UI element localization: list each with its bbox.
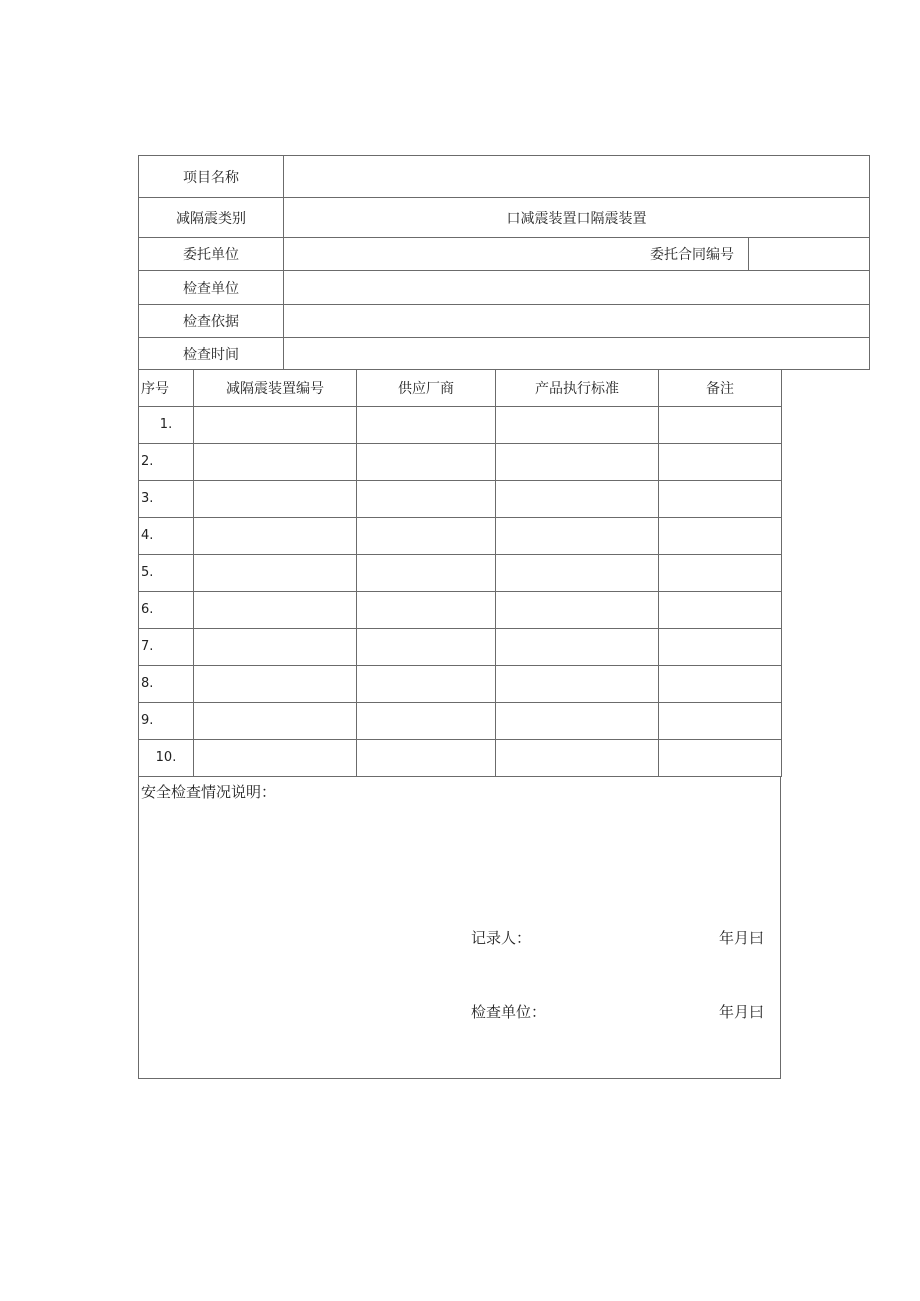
device-id-cell[interactable] xyxy=(194,702,357,739)
supplier-cell[interactable] xyxy=(357,480,496,517)
device-id-cell[interactable] xyxy=(194,739,357,776)
standard-cell[interactable] xyxy=(496,591,659,628)
inspect-unit-value[interactable] xyxy=(284,271,870,305)
remarks-cell[interactable] xyxy=(659,591,782,628)
category-value[interactable]: 口减震装置口隔震装置 xyxy=(284,198,870,238)
category-label: 减隔震类别 xyxy=(139,198,284,238)
device-id-cell[interactable] xyxy=(194,591,357,628)
supplier-cell[interactable] xyxy=(357,443,496,480)
standard-cell[interactable] xyxy=(496,406,659,443)
table-row xyxy=(139,480,782,517)
supplier-cell[interactable] xyxy=(357,628,496,665)
supplier-cell[interactable] xyxy=(357,406,496,443)
basis-label: 检查依据 xyxy=(139,305,284,338)
remarks-cell[interactable] xyxy=(659,665,782,702)
table-row xyxy=(139,443,782,480)
notes-title: 安全检查情况说明： xyxy=(141,782,277,801)
device-table xyxy=(138,370,782,777)
row-number: 6. xyxy=(139,591,194,628)
standard-cell[interactable] xyxy=(496,443,659,480)
row-number: 9. xyxy=(139,702,194,739)
row-number: 8. xyxy=(139,665,194,702)
project-name-value[interactable] xyxy=(284,156,870,198)
recorder-label: 记录人： xyxy=(471,928,532,947)
standard-cell[interactable] xyxy=(496,739,659,776)
supplier-cell[interactable] xyxy=(357,665,496,702)
device-id-cell[interactable] xyxy=(194,406,357,443)
device-id-cell[interactable] xyxy=(194,480,357,517)
column-header-remarks: 备注 xyxy=(659,370,782,406)
row-number: 4. xyxy=(139,517,194,554)
device-id-cell[interactable] xyxy=(194,554,357,591)
remarks-cell[interactable] xyxy=(659,628,782,665)
remarks-cell[interactable] xyxy=(659,480,782,517)
device-id-cell[interactable] xyxy=(194,665,357,702)
device-id-cell[interactable] xyxy=(194,628,357,665)
standard-cell[interactable] xyxy=(496,554,659,591)
standard-cell[interactable] xyxy=(496,480,659,517)
row-number: 10. xyxy=(139,739,194,776)
column-header-standard: 产品执行标准 xyxy=(496,370,659,406)
inspect-unit-label: 检查单位 xyxy=(139,271,284,305)
standard-cell[interactable] xyxy=(496,517,659,554)
inspection-form xyxy=(138,155,781,1079)
table-row xyxy=(139,628,782,665)
inspect-unit-sign-label: 检查单位： xyxy=(471,1002,547,1021)
column-header-no: 序号 xyxy=(139,370,194,406)
standard-cell[interactable] xyxy=(496,702,659,739)
remarks-cell[interactable] xyxy=(659,406,782,443)
contract-label: 委托合同编号 xyxy=(284,238,749,271)
supplier-cell[interactable] xyxy=(357,591,496,628)
device-id-cell[interactable] xyxy=(194,517,357,554)
column-header-supplier: 供应厂商 xyxy=(357,370,496,406)
remarks-cell[interactable] xyxy=(659,517,782,554)
row-number: 3. xyxy=(139,480,194,517)
form-header-table xyxy=(138,155,870,370)
supplier-cell[interactable] xyxy=(357,739,496,776)
remarks-cell[interactable] xyxy=(659,443,782,480)
table-row xyxy=(139,406,782,443)
table-row xyxy=(139,702,782,739)
column-header-device-id: 减隔震装置编号 xyxy=(194,370,357,406)
standard-cell[interactable] xyxy=(496,628,659,665)
table-row xyxy=(139,665,782,702)
safety-notes-section[interactable] xyxy=(138,777,781,1079)
standard-cell[interactable] xyxy=(496,665,659,702)
project-name-label: 项目名称 xyxy=(139,156,284,198)
remarks-cell[interactable] xyxy=(659,702,782,739)
time-label: 检查时间 xyxy=(139,338,284,370)
client-label: 委托单位 xyxy=(139,238,284,271)
inspect-unit-date: 年月曰 xyxy=(719,1002,765,1021)
table-row xyxy=(139,517,782,554)
table-row xyxy=(139,739,782,776)
time-value[interactable] xyxy=(284,338,870,370)
recorder-date: 年月曰 xyxy=(719,928,765,947)
remarks-cell[interactable] xyxy=(659,554,782,591)
table-header-row xyxy=(139,370,782,406)
remarks-cell[interactable] xyxy=(659,739,782,776)
table-row xyxy=(139,591,782,628)
basis-value[interactable] xyxy=(284,305,870,338)
supplier-cell[interactable] xyxy=(357,554,496,591)
supplier-cell[interactable] xyxy=(357,517,496,554)
device-id-cell[interactable] xyxy=(194,443,357,480)
supplier-cell[interactable] xyxy=(357,702,496,739)
row-number: 2. xyxy=(139,443,194,480)
table-row xyxy=(139,554,782,591)
row-number: 5. xyxy=(139,554,194,591)
row-number: 1. xyxy=(139,406,194,443)
row-number: 7. xyxy=(139,628,194,665)
contract-value[interactable] xyxy=(749,238,870,271)
